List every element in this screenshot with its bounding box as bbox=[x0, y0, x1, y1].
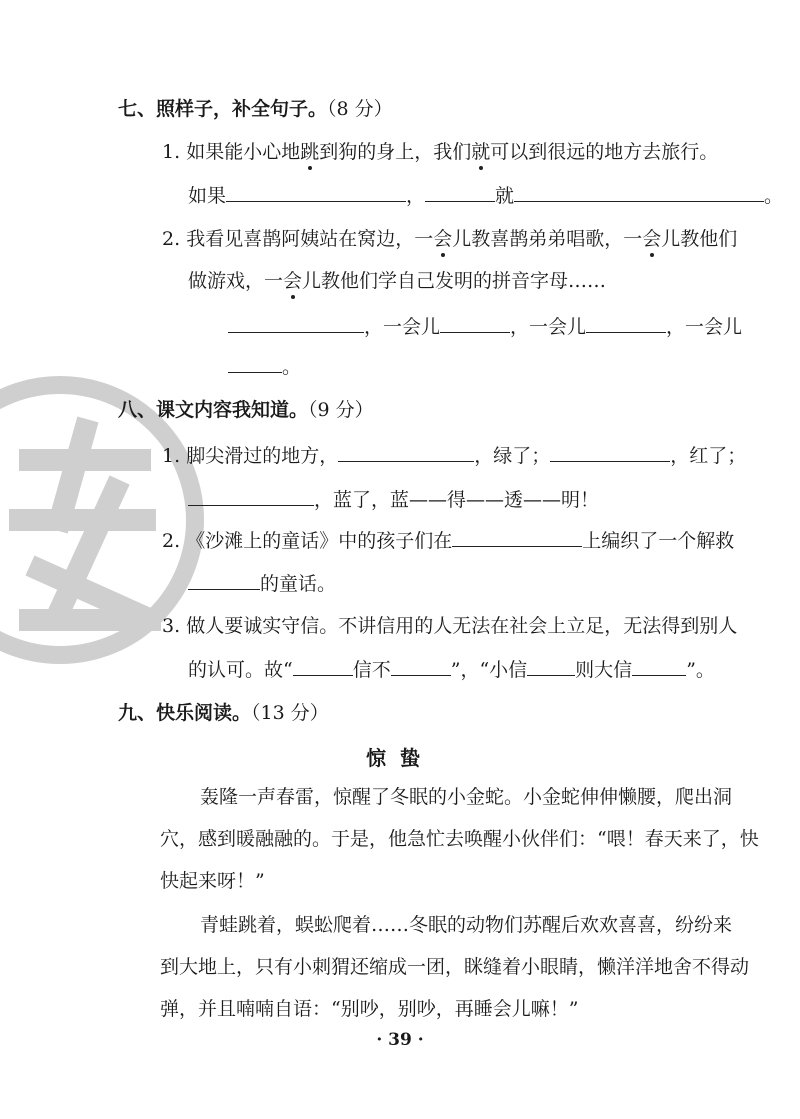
passage-p2-line2: 到大地上，只有小刺猬还缩成一团，眯缝着小眼睛，懒洋洋地舍不得动 bbox=[160, 956, 750, 978]
blank-input[interactable] bbox=[452, 526, 582, 547]
s7-q2-sentence-line1: 2. 我看见喜鹊阿姨站在窝边，一会儿教喜鹊弟弟唱歌，一会儿教他们 bbox=[162, 228, 738, 250]
section-9-heading: 九、快乐阅读。（13 分） bbox=[118, 702, 329, 724]
blank-input[interactable] bbox=[632, 655, 686, 676]
passage-p1-line1: 轰隆一声春雷，惊醒了冬眠的小金蛇。小金蛇伸伸懒腰，爬出洞 bbox=[200, 786, 733, 808]
section-7-heading: 七、照样子，补全句子。（8 分） bbox=[118, 98, 393, 120]
blank-input[interactable] bbox=[188, 485, 314, 506]
blank-input[interactable] bbox=[550, 441, 670, 462]
blank-input[interactable] bbox=[391, 655, 451, 676]
blank-input[interactable] bbox=[586, 312, 666, 333]
s8-q2-line2: 的童话。 bbox=[188, 569, 336, 597]
blank-input[interactable] bbox=[293, 655, 353, 676]
s8-q1-line2: ，蓝了，蓝——得——透——明！ bbox=[188, 485, 599, 513]
passage-title: 惊蛰 bbox=[366, 746, 434, 770]
blank-input[interactable] bbox=[228, 352, 282, 373]
passage-p1-line2: 穴，感到暖融融的。于是，他急忙去唤醒小伙伴们：“喂！春天来了，快 bbox=[160, 828, 759, 850]
s7-q2-sentence-line2: 做游戏，一会儿教他们学自己发明的拼音字母…… bbox=[188, 270, 607, 292]
passage-p2-line1: 青蛙跳着，蜈蚣爬着……冬眠的动物们苏醒后欢欢喜喜，纷纷来 bbox=[200, 914, 733, 936]
s7-q1-sentence: 1. 如果能小心地跳到狗的身上，我们就可以到很远的地方去旅行。 bbox=[162, 141, 719, 163]
blank-input[interactable] bbox=[527, 655, 575, 676]
blank-input[interactable] bbox=[338, 441, 474, 462]
s7-q2-fill: ，一会儿 ，一会儿 ，一会儿 bbox=[228, 312, 742, 340]
blank-input[interactable] bbox=[425, 181, 495, 202]
s8-q3-line2: 的认可。故“ 信不 ”，“小信 则大信 ”。 bbox=[188, 655, 715, 683]
passage-p1-line3: 快起来呀！” bbox=[160, 870, 265, 892]
s8-q1-line1: 1. 脚尖滑过的地方， ，绿了； ，红了； bbox=[162, 441, 746, 469]
section-8-heading: 八、课文内容我知道。（9 分） bbox=[118, 399, 374, 421]
s7-q1-fill: 如果 ， 就 。 bbox=[188, 181, 783, 209]
blank-input[interactable] bbox=[228, 312, 364, 333]
blank-input[interactable] bbox=[440, 312, 510, 333]
s8-q2-line1: 2. 《沙滩上的童话》中的孩子们在 上编织了一个解救 bbox=[162, 526, 734, 554]
page-number: · 39 · bbox=[376, 1030, 424, 1050]
blank-input[interactable] bbox=[188, 569, 260, 590]
blank-input[interactable] bbox=[514, 181, 764, 202]
passage-p2-line3: 弹，并且喃喃自语：“别吵，别吵，再睡会儿嘛！” bbox=[160, 998, 579, 1020]
s7-q2-fill-end: 。 bbox=[228, 352, 301, 380]
blank-input[interactable] bbox=[226, 181, 406, 202]
s8-q3-line1: 3. 做人要诚实守信。不讲信用的人无法在社会上立足，无法得到别人 bbox=[162, 615, 738, 637]
